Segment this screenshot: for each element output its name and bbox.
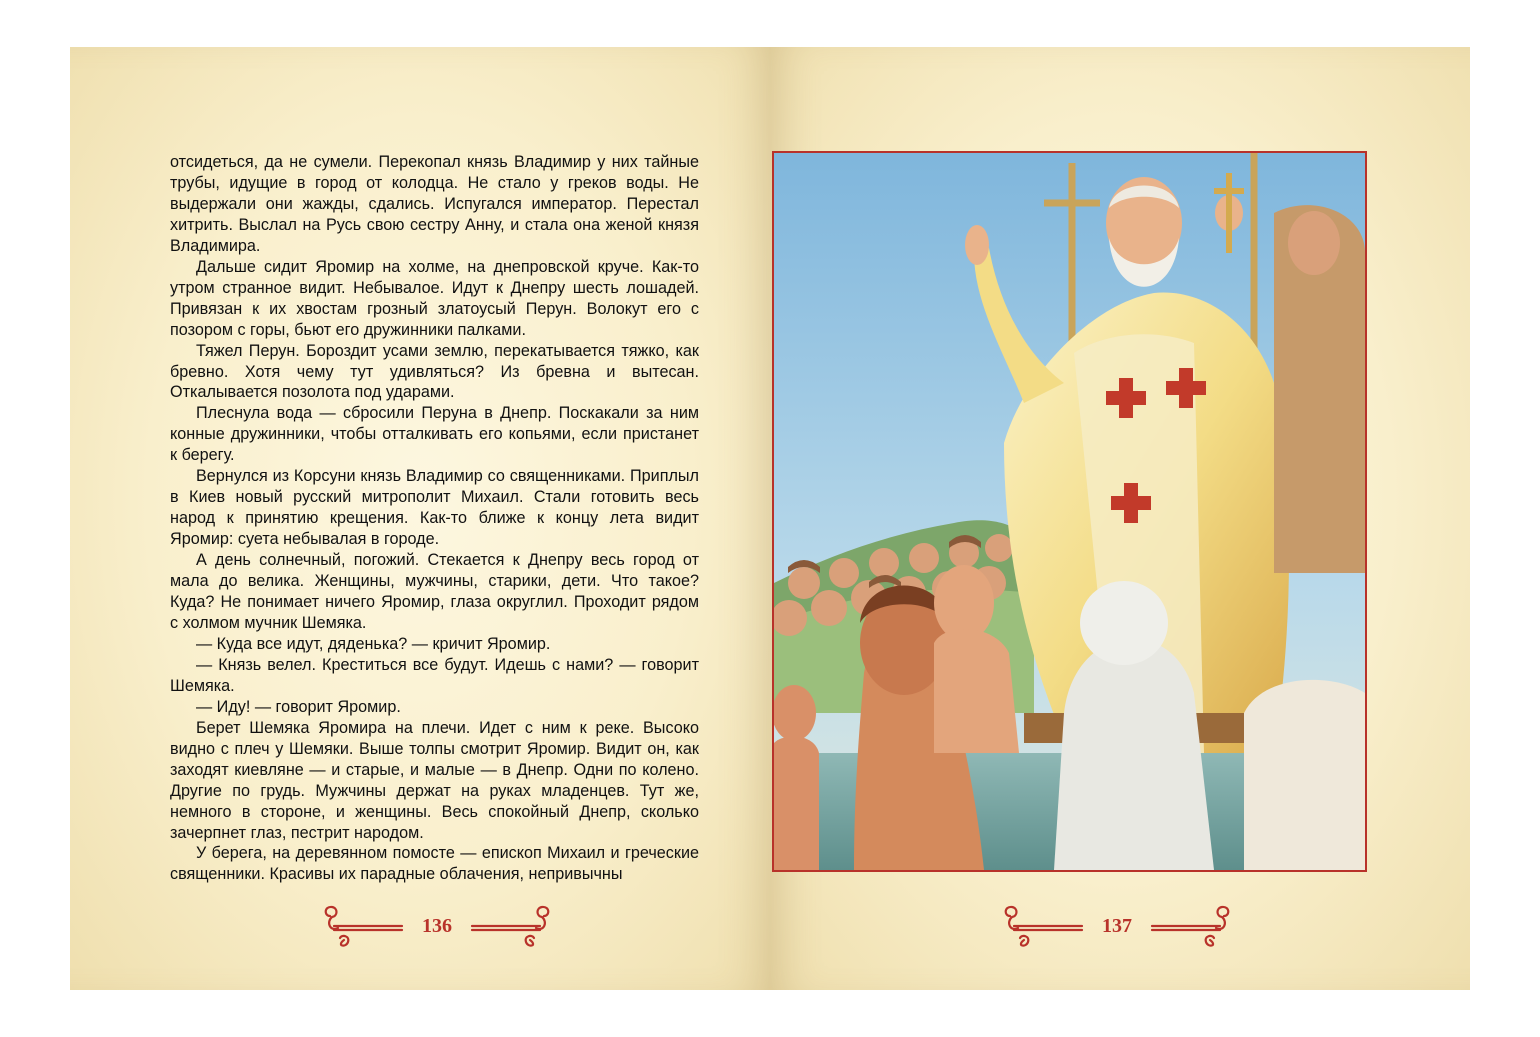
baptism-illustration — [772, 151, 1367, 872]
paragraph: Вернулся из Корсуни князь Владимир со священниками. Приплыл в Киев новый русский митрополит Михаил. Стали готовить весь народ к принятию крещения. Как-то ближе к концу лета видит Яромир: суета небывалая в городе. — [170, 467, 699, 549]
paragraph: Плеснула вода — сбросили Перуна в Днепр. Поскакали за ним конные дружинники, чтобы отталкивать его копьями, если пристанет к берегу. — [170, 404, 699, 465]
paragraph: — Иду! — говорит Яромир. — [196, 697, 401, 716]
paragraph: отсидеться, да не сумели. Перекопал князь Владимир у них тайные трубы, идущие в город от колодца. Не стало у греков воды. Не выдержали они жажды, сдались. Испугался император. Перестал хитрить. Выслал на Русь свою сестру Анну, и стала она женой князя Владимира. — [170, 153, 699, 255]
paragraph: Тяжел Перун. Бороздит усами землю, перекатывается тяжко, как бревно. Хотя чему тут удивляться? Из бревна и вытесан. Откалывается позолота под ударами. — [170, 341, 699, 402]
page-number-ornament — [322, 902, 552, 950]
page-number: 137 — [1102, 914, 1132, 937]
left-page-text — [170, 152, 699, 885]
paragraph: А день солнечный, погожий. Стекается к Днепру весь город от мала до велика. Женщины, мужчины, старики, дети. Что такое? Куда? Не понимает ничего Яромир, глаза округлил. Проходит рядом с холмом мучник Шемяка. — [170, 551, 699, 632]
paragraph: Берет Шемяка Яромира на плечи. Идет с ним к реке. Высоко видно с плеч у Шемяки. Выше толпы смотрит Яромир. Видит он, как заходят киевляне — и старые, и малые — в Днепр. Одни по колено. Другие по грудь. Мужчины держат на руках младенцев. Тут же, немного в стороне, и женщины. Весь спокойный Днепр, сколько зачерпнет глаз, пестрит народом. — [170, 718, 699, 842]
left-page — [70, 47, 770, 990]
page-number-ornament — [1002, 902, 1232, 950]
paragraph: — Куда все идут, дяденька? — кричит Яромир. — [196, 634, 551, 653]
paragraph: У берега, на деревянном помосте — епископ Михаил и греческие священники. Красивы их парадные облачения, непривычны — [170, 844, 699, 884]
bishop-baptism-painting-icon — [774, 153, 1365, 870]
page-number: 136 — [422, 914, 452, 937]
paragraph: Дальше сидит Яромир на холме, на днепровской круче. Как-то утром странное видит. Небывалое. Идут к Днепру шесть лошадей. Привязан к их хвостам грозный златоусый Перун. Волокут его с позором с горы, бьют его дружинники палками. — [170, 257, 699, 339]
paragraph: — Князь велел. Креститься все будут. Идешь с нами? — говорит Шемяка. — [170, 655, 699, 695]
